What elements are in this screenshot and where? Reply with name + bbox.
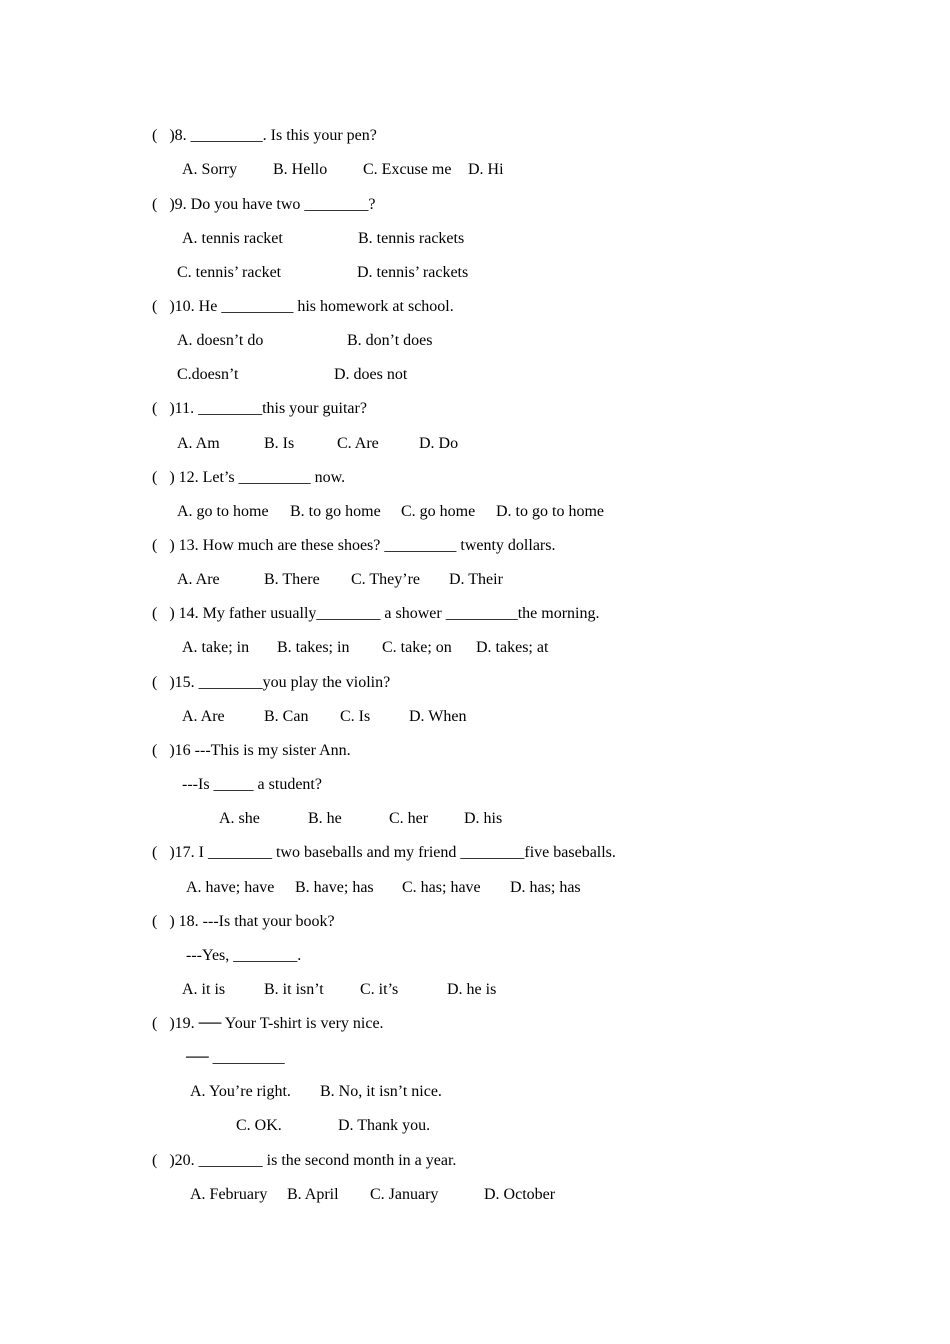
question-8-stem: ( )8. _________. Is this your pen? [152,127,377,144]
q16-option-d: D. his [464,810,503,827]
q20-option-c: C. January [370,1186,439,1203]
q9-option-d: D. tennis’ rackets [357,264,469,281]
q15-option-d: D. When [409,708,467,725]
q11-option-a: A. Am [177,435,220,452]
q11-option-b: B. Is [264,435,295,452]
q19-option-d: D. Thank you. [338,1117,431,1134]
q18-option-b: B. it isn’t [264,981,324,998]
q10-option-d: D. does not [334,366,408,383]
q16-option-b: B. he [308,810,342,827]
q19-option-a: A. You’re right. [190,1083,291,1100]
question-15-stem: ( )15. ________you play the violin? [152,674,391,691]
question-10-stem: ( )10. He _________ his homework at school. [152,298,454,315]
q17-option-c: C. has; have [402,879,481,896]
q11-option-c: C. Are [337,435,379,452]
q17-option-b: B. have; has [295,879,374,896]
q10-option-a: A. doesn’t do [177,332,264,349]
q12-option-a: A. go to home [177,503,269,520]
question-11-stem: ( )11. ________this your guitar? [152,400,367,417]
q11-option-d: D. Do [419,435,459,452]
question-16-followup: ---Is _____ a student? [182,776,322,793]
question-12-stem: ( ) 12. Let’s _________ now. [152,469,346,486]
q19-option-b: B. No, it isn’t nice. [320,1083,442,1100]
q19-option-c: C. OK. [236,1117,282,1134]
question-18-followup: ---Yes, ________. [186,947,302,964]
q15-option-a: A. Are [182,708,225,725]
q13-option-b: B. There [264,571,320,588]
question-13-stem: ( ) 13. How much are these shoes? _________ twenty dollars. [152,537,556,554]
q20-option-b: B. April [287,1186,339,1203]
q15-option-c: C. Is [340,708,371,725]
q8-option-c: C. Excuse me [363,161,452,178]
q18-option-c: C. it’s [360,981,399,998]
q16-option-a: A. she [219,810,260,827]
q20-option-d: D. October [484,1186,556,1203]
q9-option-c: C. tennis’ racket [177,264,282,281]
q20-option-a: A. February [190,1186,268,1203]
q18-option-d: D. he is [447,981,497,998]
q14-option-c: C. take; on [382,639,452,656]
question-20-stem: ( )20. ________ is the second month in a year. [152,1152,457,1169]
q13-option-c: C. They’re [351,571,421,588]
q14-option-a: A. take; in [182,639,250,656]
q14-option-d: D. takes; at [476,639,549,656]
q9-option-b: B. tennis rackets [358,230,465,247]
q18-option-a: A. it is [182,981,226,998]
q10-option-b: B. don’t does [347,332,433,349]
question-17-stem: ( )17. I ________ two baseballs and my friend ________five baseballs. [152,844,616,861]
question-9-stem: ( )9. Do you have two ________? [152,196,376,213]
question-19-followup: ── _________ [186,1049,285,1066]
q15-option-b: B. Can [264,708,309,725]
q8-option-d: D. Hi [468,161,504,178]
q16-option-c: C. her [389,810,429,827]
q13-option-d: D. Their [449,571,503,588]
q14-option-b: B. takes; in [277,639,350,656]
question-16-stem: ( )16 ---This is my sister Ann. [152,742,351,759]
question-19-stem: ( )19. ── Your T-shirt is very nice. [152,1015,384,1032]
q12-option-b: B. to go home [290,503,381,520]
q12-option-c: C. go home [401,503,476,520]
q13-option-a: A. Are [177,571,220,588]
q12-option-d: D. to go to home [496,503,604,520]
q9-option-a: A. tennis racket [182,230,283,247]
q17-option-d: D. has; has [510,879,581,896]
q10-option-c: C.doesn’t [177,366,239,383]
q8-option-a: A. Sorry [182,161,238,178]
q17-option-a: A. have; have [186,879,275,896]
q8-option-b: B. Hello [273,161,328,178]
question-18-stem: ( ) 18. ---Is that your book? [152,913,335,930]
question-14-stem: ( ) 14. My father usually________ a shower _________the morning. [152,605,600,622]
